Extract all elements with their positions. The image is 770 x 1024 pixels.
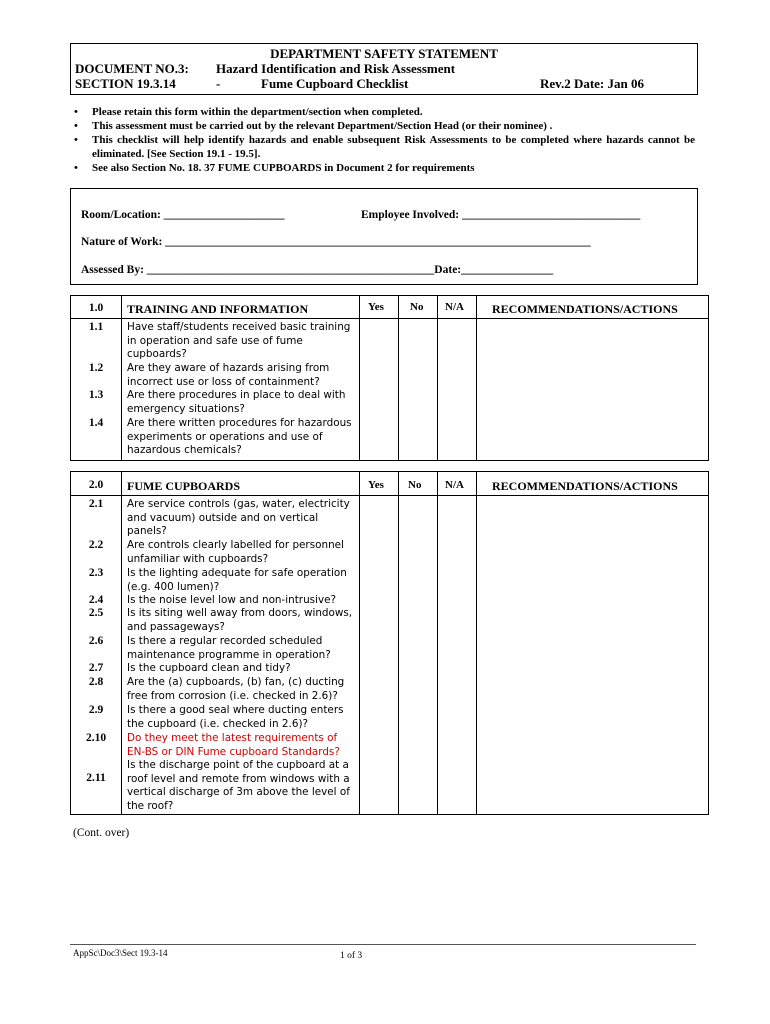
checklist-question: Is there a regular recorded scheduled maintenance programme in operation? [127, 635, 331, 661]
document-header [70, 43, 698, 95]
yes-column-header: Yes [368, 301, 384, 313]
item-number: 2.8 [88, 676, 104, 688]
item-number: 2.4 [88, 594, 104, 606]
bullet-icon: • [74, 162, 78, 174]
na-column-header: N/A [445, 301, 464, 313]
header-title: DEPARTMENT SAFETY STATEMENT [270, 46, 498, 61]
footer-divider [70, 944, 696, 945]
assessment-details-box [70, 188, 698, 285]
item-number: 1.1 [88, 321, 104, 333]
checklist-question: Are service controls (gas, water, electricity and vacuum) outside and on vertical panels? [127, 498, 350, 538]
section-number: 1.0 [88, 302, 104, 314]
training-table [70, 295, 709, 461]
checklist-question: Are the (a) cupboards, (b) fan, (c) ducting free from corrosion (i.e. checked in 2.6)? [127, 676, 345, 702]
checklist-question: Are there procedures in place to deal with emergency situations? [127, 389, 346, 415]
checklist-question: Is there a good seal where ducting enters the cupboard (i.e. checked in 2.6)? [127, 704, 344, 730]
instructions-list [73, 105, 695, 175]
instruction-item [73, 161, 695, 175]
item-number: 2.1 [88, 498, 104, 510]
room-location-field[interactable]: Room/Location: _____________________ [81, 209, 285, 221]
checklist-question: Have staff/students received basic training in operation and safe use of fume cupboards? [127, 321, 351, 361]
checklist-question: Is the discharge point of the cupboard at a roof level and remote from windows with a vertical discharge of 3m above the level of the roof? [127, 759, 350, 812]
nature-of-work-field[interactable]: Nature of Work: __________________________________________________________________________ [81, 236, 591, 248]
instruction-item [73, 119, 695, 133]
no-column-header: No [410, 301, 424, 313]
instruction-text: This assessment must be carried out by the relevant Department/Section Head (or their nominee) . [92, 120, 553, 132]
checklist-question: Is the cupboard clean and tidy? [127, 662, 291, 674]
checklist-question: Are they aware of hazards arising from incorrect use or loss of containment? [127, 362, 330, 388]
item-number: 2.2 [88, 539, 104, 551]
item-number: 1.3 [88, 389, 104, 401]
yes-column-header: Yes [368, 479, 384, 491]
checklist-question: Is the lighting adequate for safe operation (e.g. 400 lumen)? [127, 567, 347, 593]
recommendations-column-header: RECOMMENDATIONS/ACTIONS [492, 302, 678, 316]
section-dash: - [216, 76, 221, 91]
item-number: 1.2 [88, 362, 104, 374]
section-title: TRAINING AND INFORMATION [127, 302, 309, 316]
bullet-icon: • [74, 134, 78, 146]
revision-date: Rev.2 Date: Jan 06 [540, 76, 644, 91]
fume-cupboards-table [70, 471, 709, 815]
instruction-text: See also Section No. 18. 37 FUME CUPBOARDS in Document 2 for requirements [92, 162, 475, 174]
employee-involved-field[interactable]: Employee Involved: _______________________________ [361, 209, 641, 221]
item-number: 2.5 [88, 607, 104, 619]
checklist-question: Are controls clearly labelled for personnel unfamiliar with cupboards? [127, 539, 344, 565]
checklist-question: Is its siting well away from doors, windows, and passageways? [127, 607, 353, 633]
instruction-text: This checklist will help identify hazards and enable subsequent Risk Assessments to be completed where hazards cannot be eliminated. [See Section 19.1 - 19.5]. [92, 134, 695, 160]
item-number: 2.11 [86, 772, 106, 784]
instruction-item [73, 133, 695, 161]
page-number: 1 of 3 [340, 951, 363, 961]
item-number: 2.3 [88, 567, 104, 579]
section-label: SECTION 19.3.14 [75, 76, 176, 91]
recommendations-column-header: RECOMMENDATIONS/ACTIONS [492, 479, 678, 493]
bullet-icon: • [74, 106, 78, 118]
section-title: FUME CUPBOARDS [127, 479, 240, 493]
instruction-item [73, 105, 695, 119]
section-number: 2.0 [88, 479, 104, 491]
instruction-text: Please retain this form within the department/section when completed. [92, 106, 423, 118]
item-number: 2.9 [88, 704, 104, 716]
no-column-header: No [408, 479, 422, 491]
document-number-label: DOCUMENT NO.3: [75, 61, 189, 76]
continued-note: (Cont. over) [73, 827, 130, 839]
section-value: Fume Cupboard Checklist [261, 76, 409, 91]
footer-path: AppSc\Doc3\Sect 19.3-14 [73, 948, 168, 958]
item-number: 2.7 [88, 662, 104, 674]
item-number: 2.10 [85, 732, 107, 744]
na-column-header: N/A [445, 479, 464, 491]
item-number: 2.6 [88, 635, 104, 647]
bullet-icon: • [74, 120, 78, 132]
item-number: 1.4 [88, 417, 104, 429]
assessed-by-date-field[interactable]: Assessed By: __________________________________________________Date:________________ [81, 264, 554, 276]
checklist-question: Are there written procedures for hazardous experiments or operations and use of hazardous chemicals? [127, 417, 352, 457]
highlighted-checklist-question: Do they meet the latest requirements of EN-BS or DIN Fume cupboard Standards? [127, 732, 340, 758]
checklist-question: Is the noise level low and non-intrusive? [127, 594, 337, 606]
document-number-value: Hazard Identification and Risk Assessment [216, 61, 456, 76]
